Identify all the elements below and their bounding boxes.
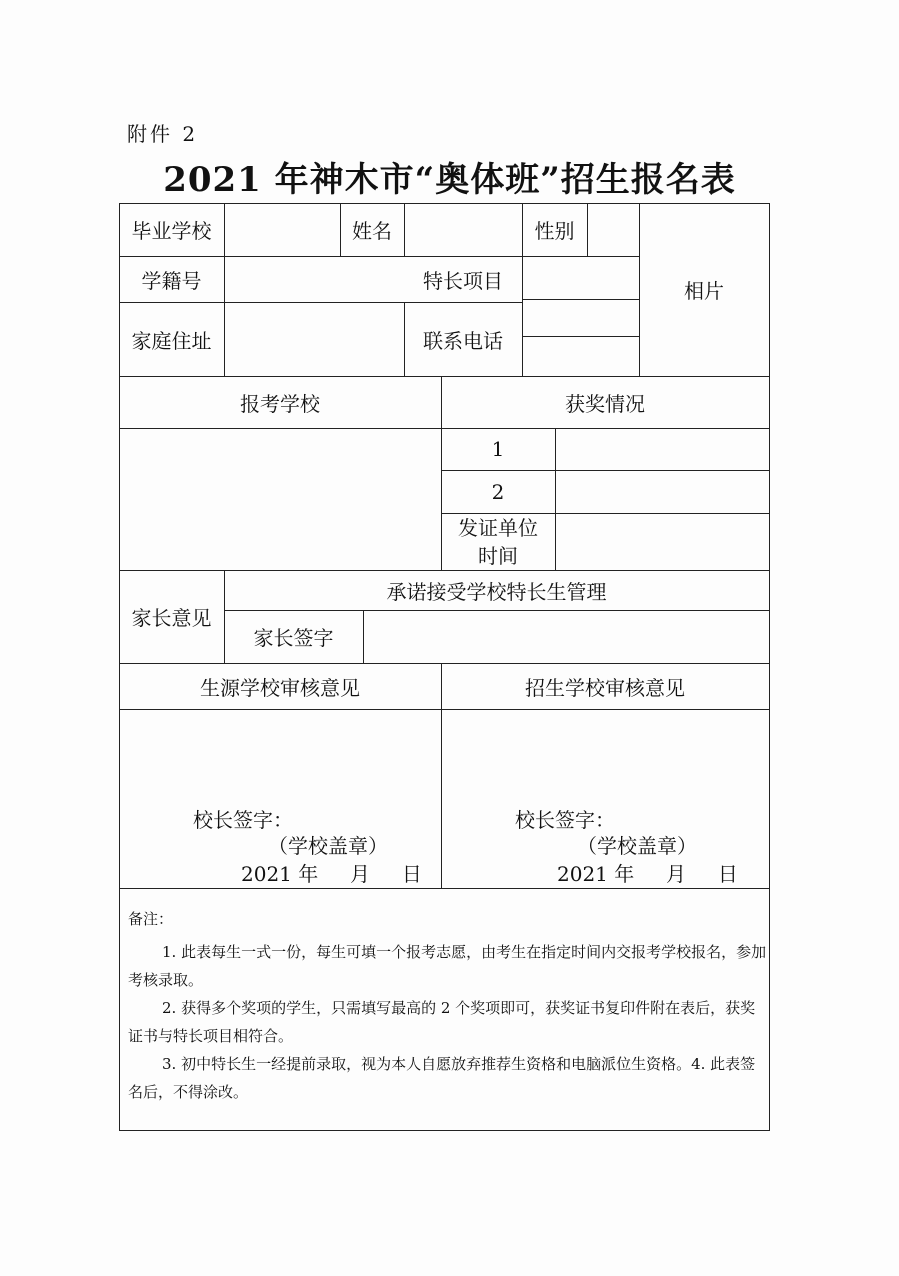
note-item-1: 1. 此表每生一式一份，每生可填一个报考志愿，由考生在指定时间内交报考学校报名，参加考核录取。 [128,943,767,989]
photo-box[interactable]: 相片 [684,279,724,303]
issuer-label-line2: 时间 [478,543,518,568]
graduated-school-label: 毕业学校 [131,219,212,243]
form-title: 2021 年神木市“奥体班”招生报名表 [163,160,736,200]
parent-opinion-label: 家长意见 [131,606,212,630]
commitment-text: 承诺接受学校特长生管理 [386,579,607,604]
issuer-label-line1: 发证单位 [458,515,538,540]
gender-label: 性别 [534,219,575,243]
issuer-field[interactable] [555,513,769,570]
issuer-label [441,513,555,570]
applied-school-field[interactable] [119,428,441,570]
name-field[interactable] [404,203,522,256]
applied-school-label: 报考学校 [240,391,320,416]
principal-signature-left: 校长签字： [193,808,293,832]
note-item-3: 3. 初中特长生一经提前录取，视为本人自愿放弃推荐生资格和电脑派位生资格。4. 此表签名后，不得涂改。 [128,1055,756,1101]
school-seal-right: （学校盖章） [577,834,697,858]
source-school-review-label: 生源学校审核意见 [200,675,360,700]
parent-signature-label: 家长签字 [253,626,334,650]
awards-label: 获奖情况 [565,391,645,416]
award-1-label: 1 [491,437,505,461]
specialty-label: 特长项目 [423,268,503,293]
phone-field[interactable] [522,336,639,376]
phone-label: 联系电话 [423,328,503,353]
gender-field[interactable] [587,203,639,256]
parent-signature-field[interactable] [363,610,769,663]
school-seal-left: （学校盖章） [268,834,388,858]
note-item-2: 2. 获得多个奖项的学生，只需填写最高的 2 个奖项即可，获奖证书复印件附在表后，获奖证书与特长项目相符合。 [128,999,756,1045]
name-label: 姓名 [352,219,392,243]
address-field[interactable] [224,302,404,376]
principal-signature-right: 校长签字： [515,808,615,832]
attachment-label: 附件 2 [127,122,199,146]
admit-school-review-label: 招生学校审核意见 [525,675,685,700]
specialty-field[interactable] [522,256,639,299]
address-label: 家庭住址 [131,328,212,353]
award-2-field[interactable] [555,470,769,513]
date-left: 2021 年 月 日 [241,862,422,886]
notes-section [128,905,770,1106]
notes-heading: 备注： [128,910,174,928]
date-right: 2021 年 月 日 [557,862,738,886]
student-id-label: 学籍号 [141,268,202,293]
award-1-field[interactable] [555,428,769,470]
award-2-label: 2 [491,479,505,504]
graduated-school-field[interactable] [224,203,340,256]
